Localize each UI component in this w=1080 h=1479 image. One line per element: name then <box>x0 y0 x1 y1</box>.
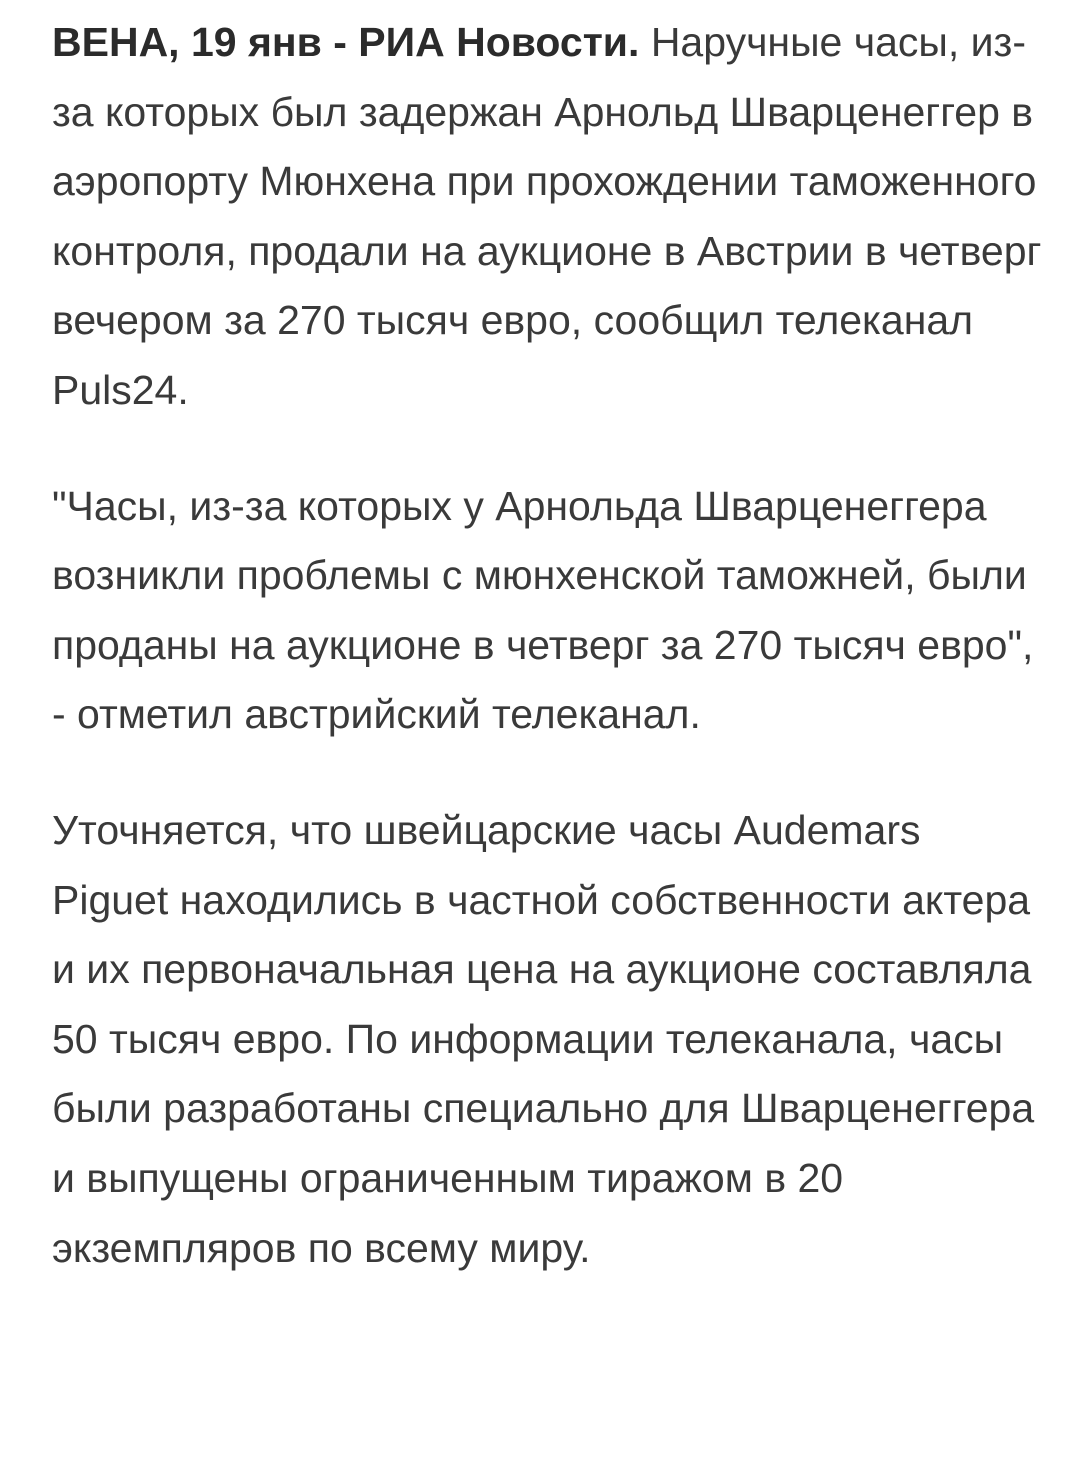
article-body <box>52 8 1042 1283</box>
article-paragraph-2: "Часы, из-за которых у Арнольда Шварценеггера возникли проблемы с мюнхенской таможней, были проданы на аукционе в четверг за 270 тысяч евро", - отметил австрийский телеканал. <box>52 482 1034 738</box>
article-paragraph-3: Уточняется, что швейцарские часы Audemars Piguet находились в частной собственности актера и их первоначальная цена на аукционе составляла 50 тысяч евро. По информации телеканала, часы были разработаны специально для Шварценеггера и выпущены ограниченным тиражом в 20 экземпляров по всему миру. <box>52 806 1035 1271</box>
article-paragraph-1-text: Наручные часы, из-за которых был задержан Арнольд Шварценеггер в аэропорту Мюнхена при прохождении таможенного контроля, продали на аукционе в Австрии в четверг вечером за 270 тысяч евро, сообщил телеканал Puls24. <box>52 19 1042 413</box>
article-paragraph-1 <box>52 8 1042 426</box>
article-dateline: ВЕНА, 19 янв - РИА Новости. <box>52 19 640 65</box>
